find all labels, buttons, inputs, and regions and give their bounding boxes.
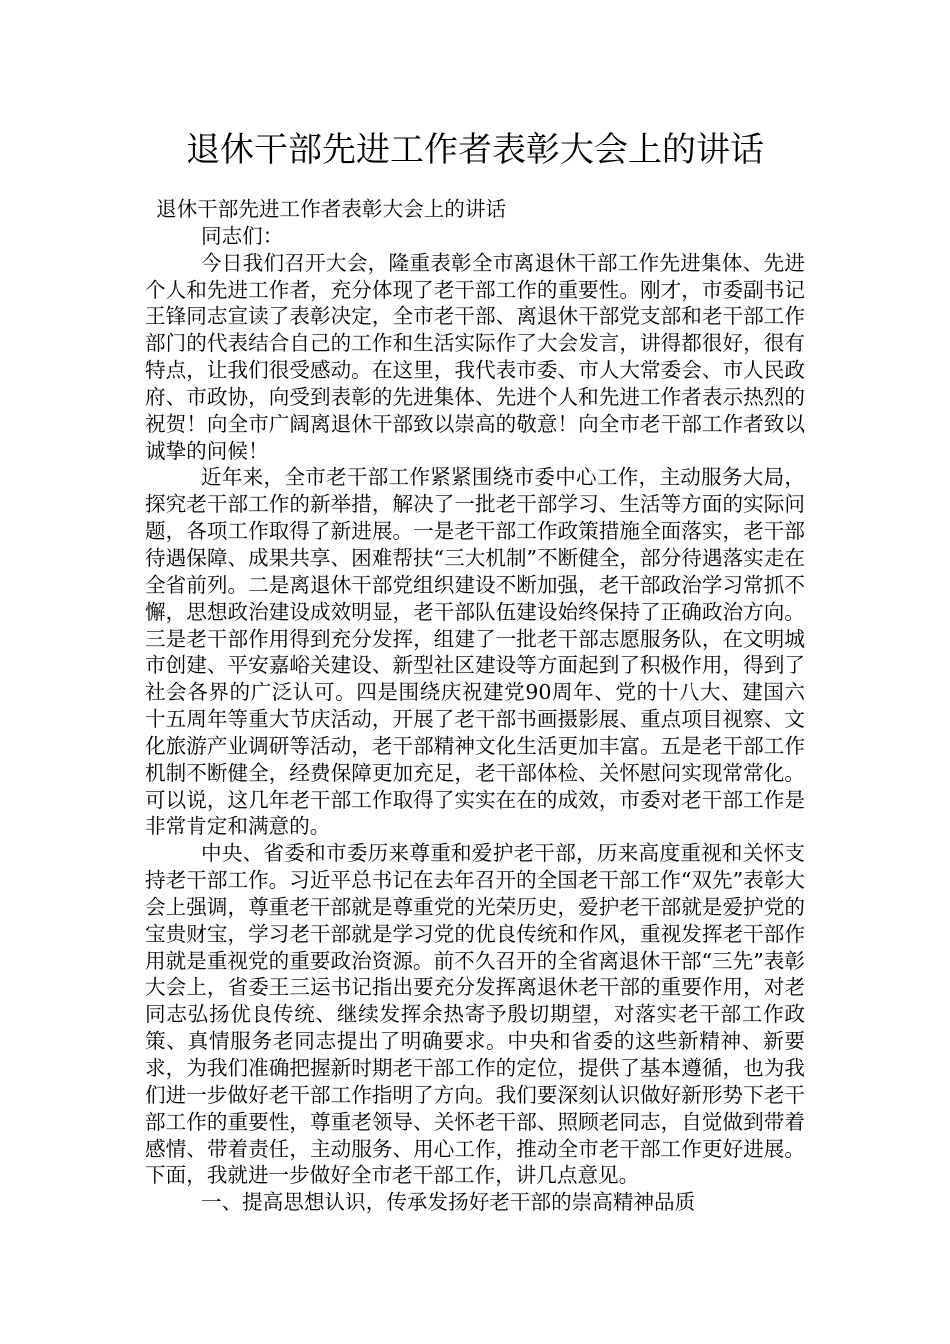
salutation: 同志们： [201,223,284,248]
section-heading: 一、提高思想认识，传承发扬好老干部的崇高精神品质 [201,1190,696,1215]
paragraph-importance: 中央、省委和市委历来尊重和爱护老干部，历来高度重视和关怀支持老干部工作。习近平总书记在去年召开的全国老干部工作“双先”表彰大会上强调，尊重老干部就是尊重党的光荣历史，爱护老干部就是爱护党的宝贵财宝，学习老干部就是学习党的优良传统和作风，重视发挥老干部作用就是重视党的重要政治资源。前不久召开的全省离退休干部“三先”表彰大会上，省委王三运书记指出要充分发挥离退休老干部的重要作用，对老同志弘扬优良传统、继续发挥余热寄予殷切期望，对落实老干部工作政策、真情服务老同志提出了明确要求。中央和省委的这些新精神、新要求，为我们准确把握新时期老干部工作的定位，提供了基本遵循，也为我们进一步做好老干部工作指明了方向。我们要深刻认识做好新形势下老干部工作的重要性，尊重老领导、关怀老干部、照顾老同志，自觉做到带着感情、带着责任，主动服务、用心工作，推动全市老干部工作更好进展。下面，我就进一步做好全市老干部工作，讲几点意见。 [145,841,805,1188]
document-subtitle: 退休干部先进工作者表彰大会上的讲话 [156,197,507,221]
document-title: 退休干部先进工作者表彰大会上的讲话 [186,130,764,170]
document-body [145,196,805,1216]
paragraph-achievements: 近年来，全市老干部工作紧紧围绕市委中心工作，主动服务大局，探究老干部工作的新举措，解决了一批老干部学习、生活等方面的实际问题，各项工作取得了新进展。一是老干部工作政策措施全面落实，老干部待遇保障、成果共享、困难帮扶“三大机制”不断健全，部分待遇落实走在全省前列。二是离退休干部党组织建设不断加强，老干部政治学习常抓不懈，思想政治建设成效明显，老干部队伍建设始终保持了正确政治方向。三是老干部作用得到充分发挥，组建了一批老干部志愿服务队，在文明城市创建、平安嘉峪关建设、新型社区建设等方面起到了积极作用，得到了社会各界的广泛认可。四是围绕庆祝建党90周年、党的十八大、建国六十五周年等重大节庆活动，开展了老干部书画摄影展、重点项目视察、文化旅游产业调研等活动，老干部精神文化生活更加丰富。五是老干部工作机制不断健全，经费保障更加充足，老干部体检、关怀慰问实现常常化。可以说，这几年老干部工作取得了实实在在的成效，市委对老干部工作是非常肯定和满意的。 [145,465,805,839]
paragraph-opening: 今日我们召开大会，隆重表彰全市离退休干部工作先进集体、先进个人和先进工作者，充分体现了老干部工作的重要性。刚才，市委副书记王锋同志宣读了表彰决定，全市老干部、离退休干部党支部和老干部工作部门的代表结合自己的工作和生活实际作了大会发言，讲得都很好，很有特点，让我们很受感动。在这里，我代表市委、市人大常委会、市人民政府、市政协，向受到表彰的先进集体、先进个人和先进工作者表示热烈的祝贺！向全市广阔离退休干部致以崇高的敬意！向全市老干部工作者致以诚挚的问候！ [145,250,805,463]
